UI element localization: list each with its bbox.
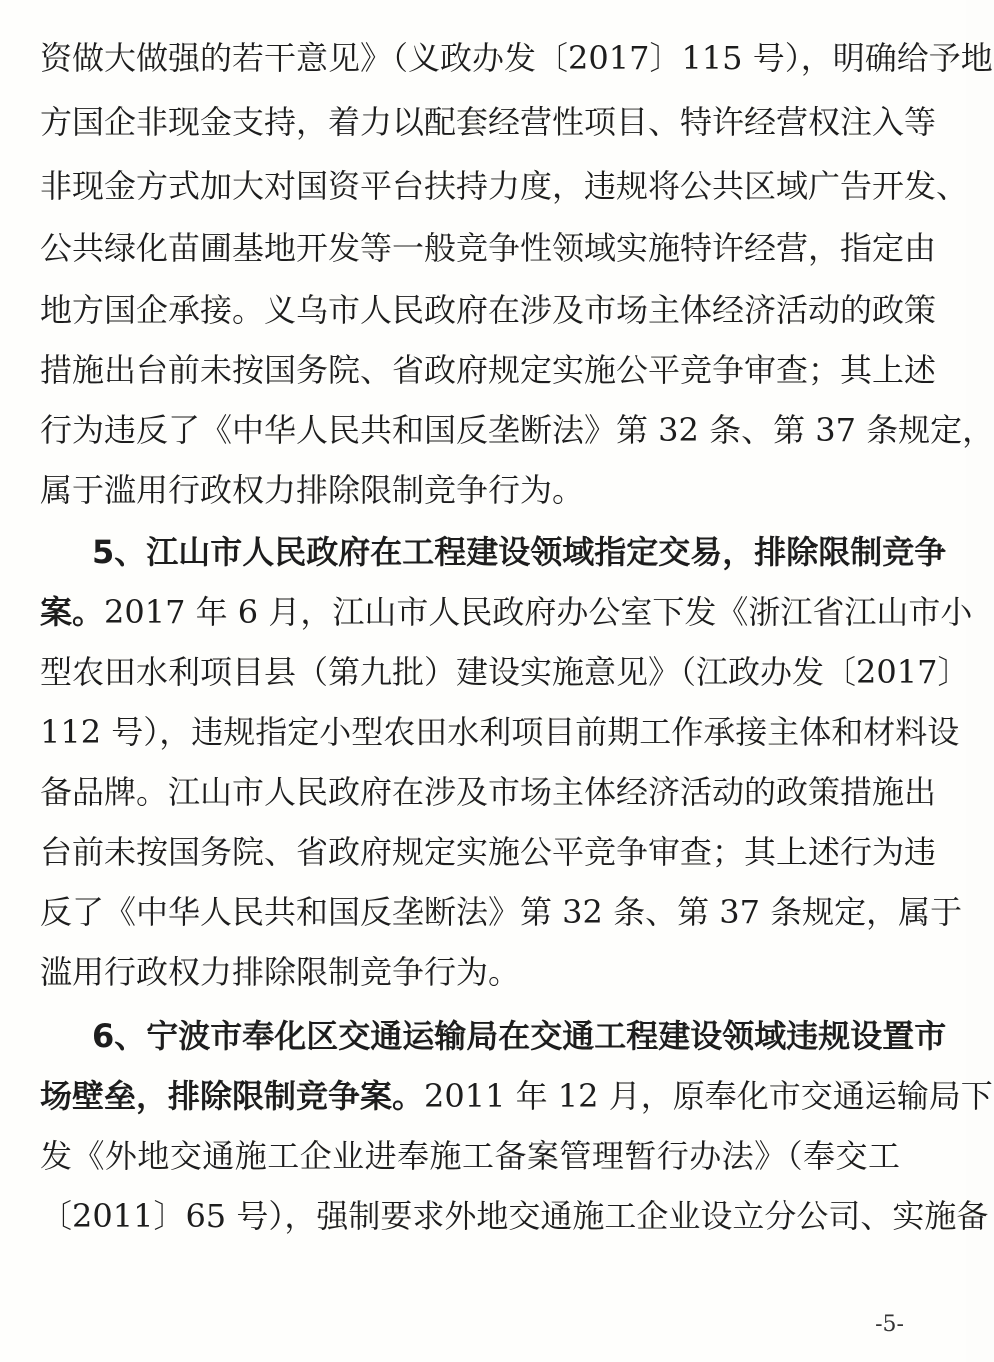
text-line: 非现金方式加大对国资平台扶持力度，违规将公共区域广告开发、 <box>40 167 969 205</box>
text-line: 措施出台前未按国务院、省政府规定实施公平竞争审查；其上述 <box>40 351 937 389</box>
text-segment: 2017 年 6 月，江山市人民政府办公室下发《浙江省江山市小 <box>104 593 973 631</box>
text-line: 反了《中华人民共和国反垄断法》第 32 条、第 37 条规定，属于 <box>40 893 963 931</box>
text-line: 资做大做强的若干意见》（义政办发〔2017〕115 号），明确给予地 <box>40 39 993 77</box>
text-line: 型农田水利项目县（第九批）建设实施意见》（江政办发〔2017〕 <box>40 653 970 691</box>
text-line <box>40 582 973 642</box>
text-line <box>40 1066 993 1126</box>
page-number: -5- <box>875 1312 904 1337</box>
text-line: 台前未按国务院、省政府规定实施公平竞争审查；其上述行为违 <box>40 833 937 871</box>
text-line: 备品牌。江山市人民政府在涉及市场主体经济活动的政策措施出 <box>40 773 937 811</box>
text-line: 滥用行政权力排除限制竞争行为。 <box>40 953 521 991</box>
case-heading-continuation: 场壁垒，排除限制竞争案。 <box>40 1077 425 1115</box>
case-heading-continuation: 案。 <box>40 593 105 631</box>
case-heading: 5、江山市人民政府在工程建设领域指定交易，排除限制竞争 <box>92 533 947 571</box>
text-line: 112 号），违规指定小型农田水利项目前期工作承接主体和材料设 <box>40 713 960 751</box>
text-line: 〔2011〕65 号），强制要求外地交通施工企业设立分公司、实施备 <box>40 1197 989 1235</box>
text-line: 行为违反了《中华人民共和国反垄断法》第 32 条、第 37 条规定， <box>40 411 994 449</box>
case-heading: 6、宁波市奉化区交通运输局在交通工程建设领域违规设置市 <box>92 1017 947 1055</box>
text-line: 地方国企承接。义乌市人民政府在涉及市场主体经济活动的政策 <box>40 291 937 329</box>
text-line: 属于滥用行政权力排除限制竞争行为。 <box>40 471 585 509</box>
text-line: 发《外地交通施工企业进奉施工备案管理暂行办法》（奉交工 <box>40 1137 900 1175</box>
text-line: 方国企非现金支持，着力以配套经营性项目、特许经营权注入等 <box>40 103 937 141</box>
text-segment: 2011 年 12 月，原奉化市交通运输局下 <box>424 1077 993 1115</box>
text-line: 公共绿化苗圃基地开发等一般竞争性领域实施特许经营，指定由 <box>40 229 937 267</box>
